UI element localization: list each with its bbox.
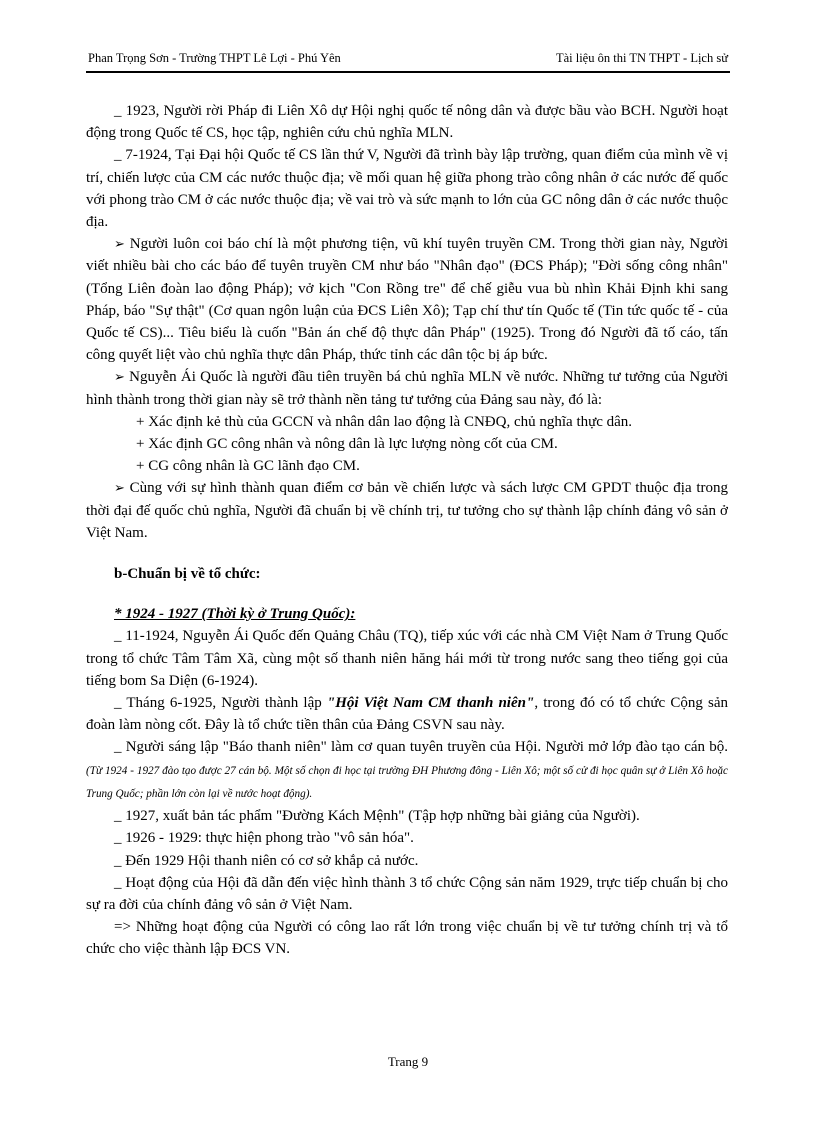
paragraph-1927: _ 1927, xuất bản tác phẩm "Đường Kách Mệnh" (Tập hợp những bài giảng của Người). [114, 808, 640, 825]
bullet-mln [86, 366, 728, 410]
section-heading: b-Chuẩn bị về tổ chức: [114, 566, 261, 583]
bullet-strategy-text: Cùng với sự hình thành quan điểm cơ bản về chiến lược và sách lược CM GPDT thuộc địa trong thời đại đế quốc chủ nghĩa, Người đã chuẩn bị về chính trị, tư tưởng cho sự thành lập chính đảng vô sản ở Việt Nam. [86, 480, 728, 541]
sub-item-1: + Xác định kẻ thù của GCCN và nhân dân lao động là CNĐQ, chủ nghĩa thực dân. [136, 413, 633, 430]
page-header [86, 51, 730, 73]
subsection-heading: * 1924 - 1927 (Thời kỳ ở Trung Quốc): [114, 606, 356, 623]
header-doc-title: Tài liệu ôn thi TN THPT - Lịch sử [555, 51, 728, 65]
arrow-bullet-icon: ➢ [114, 369, 125, 385]
bullet-press [86, 233, 728, 366]
paragraph-1924: _ 7-1924, Tại Đại hội Quốc tế CS lần thứ V, Người đã trình bày lập trường, quan điểm của mình về vị trí, chiến lược của CM các nước thuộc địa; về mối quan hệ giữa phong trào công nhân ở các nước đế quốc với phong trào CM ở các nước thuộc địa; về vai trò và sức mạnh to lớn của GC nông dân ở các nước thuộc địa. [86, 147, 728, 231]
p7-org-name: "Hội Việt Nam CM thanh niên" [326, 695, 535, 712]
paragraph-1926-1929: _ 1926 - 1929: thực hiện phong trào "vô sản hóa". [114, 830, 414, 847]
arrow-bullet-icon: ➢ [114, 480, 125, 496]
p7-text-c: , trong đó có tổ chức Cộng sản đoàn làm nòng cốt. Đây là tổ chức tiền thân của Đảng CSVN sau này. [86, 695, 728, 734]
page-number: Trang 9 [387, 1054, 429, 1069]
sub-item-3: + CG công nhân là GC lãnh đạo CM. [136, 458, 360, 475]
arrow-bullet-icon: ➢ [114, 236, 125, 252]
paragraph-1929: _ Đến 1929 Hội thanh niên có cơ sở khắp cả nước. [114, 852, 419, 869]
p8-text: _ Người sáng lập "Báo thanh niên" làm cơ quan tuyên truyền của Hội. Người mở lớp đào tạo cán bộ. [114, 739, 728, 756]
paragraph-61925 [86, 692, 728, 736]
sub-item-2: + Xác định GC công nhân và nông dân là lực lượng nòng cốt của CM. [136, 436, 558, 453]
paragraph-newspaper [86, 736, 728, 805]
header-author: Phan Trọng Sơn - Trường THPT Lê Lợi - Phú Yên [88, 51, 341, 65]
paragraph-conclusion: => Những hoạt động của Người có công lao rất lớn trong việc chuẩn bị về tư tưởng chính trị và tổ chức cho việc thành lập ĐCS VN. [86, 919, 728, 958]
bullet-press-text: Người luôn coi báo chí là một phương tiện, vũ khí tuyên truyền CM. Trong thời gian này, Người viết nhiều bài cho các báo để tuyên truyền CM như báo "Nhân đạo" (ĐCS Pháp); "Đời sống công nhân" (Tổng Liên đoàn lao động Pháp); vở kịch "Con Rồng tre" để chế giễu vua bù nhìn Khải Định khi sang Pháp, báo "Sự thật" (Cơ quan ngôn luận của ĐCS Liên Xô); Tạp chí thư tín Quốc tế (Tin tức quốc tế - của Quốc tế CS)... Tiêu biểu là cuốn "Bản án chế độ thực dân Pháp" (1925). Trong đó Người đã tố cáo, tấn công quyết liệt vào chủ nghĩa thực dân Pháp, thức tỉnh các dân tộc bị áp bức. [86, 236, 728, 364]
paragraph-1124: _ 11-1924, Nguyễn Ái Quốc đến Quảng Châu (TQ), tiếp xúc với các nhà CM Việt Nam ở Trung Quốc trong tổ chức Tâm Tâm Xã, cùng một số thanh niên hăng hái mới từ trong nước sang theo tiếng gọi của tiếng bom Sa Diện (6-1924). [86, 628, 728, 689]
paragraph-1923: _ 1923, Người rời Pháp đi Liên Xô dự Hội nghị quốc tế nông dân và được bầu vào BCH. Người hoạt động trong Quốc tế CS, học tập, nghiên cứu chủ nghĩa MLN. [86, 103, 728, 142]
paragraph-activity: _ Hoạt động của Hội đã dẫn đến việc hình thành 3 tổ chức Cộng sản năm 1929, trực tiếp chuẩn bị cho sự ra đời của chính đảng vô sản ở Việt Nam. [86, 874, 728, 913]
bullet-strategy [86, 477, 728, 544]
p7-text-a: _ Tháng 6-1925, Người thành lập [114, 695, 327, 712]
page-content [86, 100, 728, 961]
bullet-mln-text: Nguyễn Ái Quốc là người đầu tiên truyền bá chủ nghĩa MLN về nước. Những tư tưởng của Người hình thành trong thời gian này sẽ trở thành nền tảng tư tưởng của Đảng sau này, đó là: [86, 369, 728, 408]
p8-note: (Từ 1924 - 1927 đào tạo được 27 cán bộ. Một số chọn đi học tại trường ĐH Phương đông - Liên Xô; một số cử đi học quân sự ở Liên Xô hoặc Trung Quốc; phần lớn còn lại về nước hoạt động). [86, 764, 728, 800]
